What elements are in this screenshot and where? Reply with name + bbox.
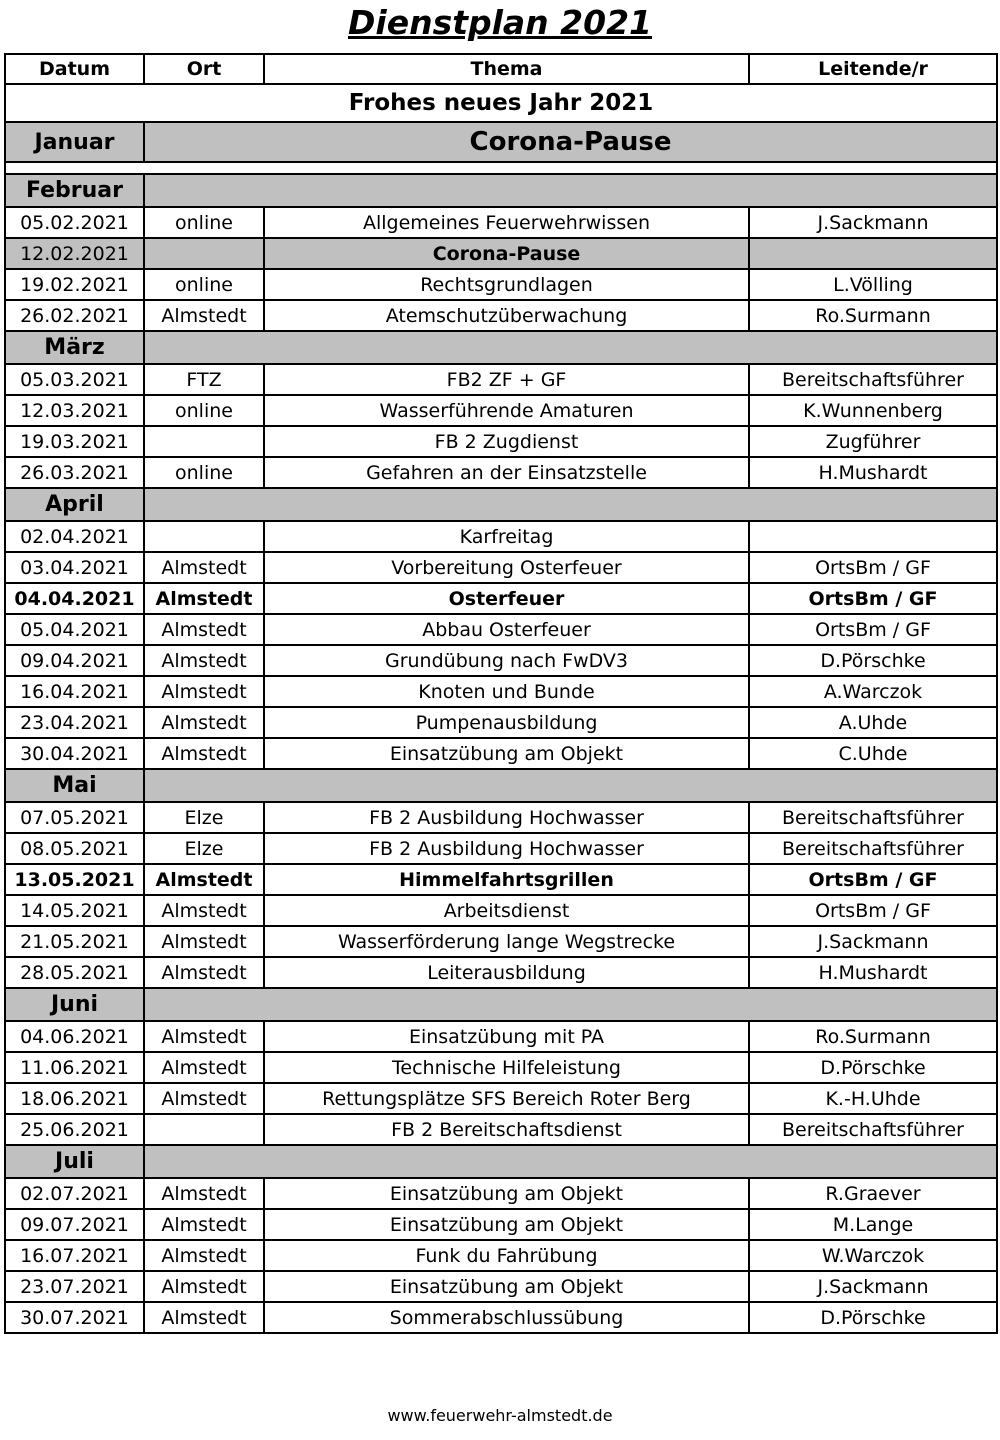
cell-leitende: Bereitschaftsführer: [749, 833, 997, 864]
table-row: [5, 864, 997, 895]
month-label: Juli: [5, 1145, 144, 1178]
cell-ort: Almstedt: [144, 738, 264, 769]
spacer-cell: [5, 162, 997, 174]
new-year-banner: Frohes neues Jahr 2021: [5, 84, 997, 122]
cell-leitende: K.Wunnenberg: [749, 395, 997, 426]
cell-thema: FB2 ZF + GF: [264, 364, 749, 395]
month-label: Januar: [5, 122, 144, 162]
cell-ort: online: [144, 457, 264, 488]
cell-datum: 12.03.2021: [5, 395, 144, 426]
cell-ort: Almstedt: [144, 645, 264, 676]
cell-thema: Leiterausbildung: [264, 957, 749, 988]
cell-leitende: D.Pörschke: [749, 645, 997, 676]
new-year-row: [5, 84, 997, 122]
cell-ort: Almstedt: [144, 1178, 264, 1209]
cell-leitende: OrtsBm / GF: [749, 583, 997, 614]
cell-leitende: OrtsBm / GF: [749, 864, 997, 895]
cell-datum: 02.04.2021: [5, 521, 144, 552]
month-row: [5, 174, 997, 207]
cell-ort: Almstedt: [144, 583, 264, 614]
cell-leitende: Bereitschaftsführer: [749, 802, 997, 833]
cell-datum: 21.05.2021: [5, 926, 144, 957]
cell-ort: Almstedt: [144, 1240, 264, 1271]
cell-datum: 16.04.2021: [5, 676, 144, 707]
cell-ort: Almstedt: [144, 895, 264, 926]
table-row: [5, 426, 997, 457]
month-filler: [144, 769, 997, 802]
column-header-leitende: Leitende/r: [749, 54, 997, 84]
cell-datum: 19.02.2021: [5, 269, 144, 300]
month-filler: [144, 1145, 997, 1178]
cell-ort: Almstedt: [144, 1083, 264, 1114]
table-row: [5, 926, 997, 957]
cell-leitende: OrtsBm / GF: [749, 552, 997, 583]
cell-leitende: R.Graever: [749, 1178, 997, 1209]
cell-ort: Almstedt: [144, 1302, 264, 1333]
cell-leitende: L.Völling: [749, 269, 997, 300]
cell-leitende: Ro.Surmann: [749, 1021, 997, 1052]
cell-ort: Almstedt: [144, 300, 264, 331]
cell-thema: Grundübung nach FwDV3: [264, 645, 749, 676]
month-row: [5, 988, 997, 1021]
cell-datum: 03.04.2021: [5, 552, 144, 583]
table-row: [5, 645, 997, 676]
table-row: [5, 676, 997, 707]
cell-ort: [144, 1114, 264, 1145]
cell-leitende: C.Uhde: [749, 738, 997, 769]
table-row: [5, 583, 997, 614]
cell-datum: 26.03.2021: [5, 457, 144, 488]
cell-leitende: Zugführer: [749, 426, 997, 457]
cell-datum: 28.05.2021: [5, 957, 144, 988]
cell-datum: 11.06.2021: [5, 1052, 144, 1083]
cell-datum: 23.07.2021: [5, 1271, 144, 1302]
cell-leitende: H.Mushardt: [749, 457, 997, 488]
cell-ort: Almstedt: [144, 864, 264, 895]
cell-datum: 14.05.2021: [5, 895, 144, 926]
cell-ort: [144, 238, 264, 269]
table-row: [5, 707, 997, 738]
month-filler: [144, 174, 997, 207]
table-row: [5, 521, 997, 552]
cell-datum: 16.07.2021: [5, 1240, 144, 1271]
table-row: [5, 1209, 997, 1240]
cell-datum: 02.07.2021: [5, 1178, 144, 1209]
table-row: [5, 300, 997, 331]
cell-thema: Abbau Osterfeuer: [264, 614, 749, 645]
cell-thema: Rechtsgrundlagen: [264, 269, 749, 300]
cell-ort: Almstedt: [144, 614, 264, 645]
cell-leitende: Bereitschaftsführer: [749, 364, 997, 395]
cell-thema: Vorbereitung Osterfeuer: [264, 552, 749, 583]
cell-thema: Knoten und Bunde: [264, 676, 749, 707]
table-row: [5, 1240, 997, 1271]
month-row: [5, 769, 997, 802]
cell-ort: Almstedt: [144, 957, 264, 988]
schedule-table: [4, 53, 998, 1334]
cell-thema: Einsatzübung am Objekt: [264, 1209, 749, 1240]
spacer-row: [5, 162, 997, 174]
cell-datum: 09.07.2021: [5, 1209, 144, 1240]
cell-ort: [144, 521, 264, 552]
cell-datum: 04.06.2021: [5, 1021, 144, 1052]
schedule-body: [5, 54, 997, 1333]
cell-thema: Corona-Pause: [264, 238, 749, 269]
cell-datum: 04.04.2021: [5, 583, 144, 614]
cell-thema: Pumpenausbildung: [264, 707, 749, 738]
month-row: [5, 488, 997, 521]
cell-leitende: K.-H.Uhde: [749, 1083, 997, 1114]
cell-datum: 19.03.2021: [5, 426, 144, 457]
cell-leitende: H.Mushardt: [749, 957, 997, 988]
table-row: [5, 895, 997, 926]
footer-url: www.feuerwehr-almstedt.de: [387, 1406, 613, 1425]
table-row: [5, 1021, 997, 1052]
table-row: [5, 1178, 997, 1209]
cell-ort: Almstedt: [144, 1209, 264, 1240]
cell-leitende: W.Warczok: [749, 1240, 997, 1271]
table-row: [5, 1271, 997, 1302]
table-row: [5, 1083, 997, 1114]
month-label: Mai: [5, 769, 144, 802]
month-row: [5, 1145, 997, 1178]
table-row: [5, 1302, 997, 1333]
cell-thema: Einsatzübung am Objekt: [264, 1178, 749, 1209]
cell-thema: Allgemeines Feuerwehrwissen: [264, 207, 749, 238]
cell-thema: Arbeitsdienst: [264, 895, 749, 926]
month-label: März: [5, 331, 144, 364]
cell-thema: Wasserführende Amaturen: [264, 395, 749, 426]
cell-leitende: A.Uhde: [749, 707, 997, 738]
cell-thema: FB 2 Zugdienst: [264, 426, 749, 457]
cell-datum: 30.04.2021: [5, 738, 144, 769]
cell-ort: Elze: [144, 802, 264, 833]
cell-ort: Almstedt: [144, 676, 264, 707]
table-row: [5, 802, 997, 833]
month-filler: [144, 988, 997, 1021]
cell-ort: [144, 426, 264, 457]
cell-datum: 18.06.2021: [5, 1083, 144, 1114]
cell-thema: Rettungsplätze SFS Bereich Roter Berg: [264, 1083, 749, 1114]
month-filler: [144, 488, 997, 521]
cell-datum: 30.07.2021: [5, 1302, 144, 1333]
cell-thema: Osterfeuer: [264, 583, 749, 614]
header-row: [5, 54, 997, 84]
cell-thema: Einsatzübung am Objekt: [264, 738, 749, 769]
cell-leitende: [749, 238, 997, 269]
cell-ort: Almstedt: [144, 1271, 264, 1302]
cell-ort: FTZ: [144, 364, 264, 395]
month-row-januar: [5, 122, 997, 162]
table-row: [5, 364, 997, 395]
cell-datum: 09.04.2021: [5, 645, 144, 676]
month-label: Juni: [5, 988, 144, 1021]
cell-thema: FB 2 Bereitschaftsdienst: [264, 1114, 749, 1145]
cell-datum: 25.06.2021: [5, 1114, 144, 1145]
cell-ort: Almstedt: [144, 1052, 264, 1083]
table-row: [5, 1114, 997, 1145]
cell-ort: online: [144, 207, 264, 238]
cell-leitende: D.Pörschke: [749, 1302, 997, 1333]
cell-datum: 26.02.2021: [5, 300, 144, 331]
month-filler: [144, 331, 997, 364]
cell-datum: 05.03.2021: [5, 364, 144, 395]
cell-leitende: [749, 521, 997, 552]
cell-datum: 12.02.2021: [5, 238, 144, 269]
cell-thema: Gefahren an der Einsatzstelle: [264, 457, 749, 488]
cell-leitende: M.Lange: [749, 1209, 997, 1240]
cell-thema: Funk du Fahrübung: [264, 1240, 749, 1271]
cell-leitende: A.Warczok: [749, 676, 997, 707]
table-row: [5, 457, 997, 488]
table-row: [5, 957, 997, 988]
column-header-thema: Thema: [264, 54, 749, 84]
cell-leitende: Bereitschaftsführer: [749, 1114, 997, 1145]
cell-leitende: J.Sackmann: [749, 926, 997, 957]
column-header-datum: Datum: [5, 54, 144, 84]
cell-thema: Atemschutzüberwachung: [264, 300, 749, 331]
cell-datum: 07.05.2021: [5, 802, 144, 833]
table-row: [5, 238, 997, 269]
cell-thema: Einsatzübung mit PA: [264, 1021, 749, 1052]
table-row: [5, 269, 997, 300]
table-row: [5, 1052, 997, 1083]
cell-ort: Almstedt: [144, 707, 264, 738]
table-row: [5, 552, 997, 583]
cell-datum: 05.02.2021: [5, 207, 144, 238]
cell-datum: 13.05.2021: [5, 864, 144, 895]
column-header-ort: Ort: [144, 54, 264, 84]
cell-thema: Himmelfahrtsgrillen: [264, 864, 749, 895]
cell-thema: FB 2 Ausbildung Hochwasser: [264, 802, 749, 833]
cell-leitende: J.Sackmann: [749, 207, 997, 238]
cell-ort: Almstedt: [144, 926, 264, 957]
cell-ort: Almstedt: [144, 1021, 264, 1052]
cell-datum: 08.05.2021: [5, 833, 144, 864]
month-note: Corona-Pause: [144, 122, 997, 162]
cell-datum: 23.04.2021: [5, 707, 144, 738]
table-row: [5, 207, 997, 238]
cell-ort: Almstedt: [144, 552, 264, 583]
cell-thema: FB 2 Ausbildung Hochwasser: [264, 833, 749, 864]
page-title: Dienstplan 2021: [347, 3, 653, 42]
table-row: [5, 738, 997, 769]
cell-thema: Einsatzübung am Objekt: [264, 1271, 749, 1302]
table-row: [5, 614, 997, 645]
month-label: April: [5, 488, 144, 521]
cell-leitende: OrtsBm / GF: [749, 895, 997, 926]
cell-ort: online: [144, 269, 264, 300]
cell-ort: Elze: [144, 833, 264, 864]
cell-leitende: J.Sackmann: [749, 1271, 997, 1302]
cell-thema: Karfreitag: [264, 521, 749, 552]
month-label: Februar: [5, 174, 144, 207]
month-row: [5, 331, 997, 364]
cell-leitende: OrtsBm / GF: [749, 614, 997, 645]
cell-thema: Wasserförderung lange Wegstrecke: [264, 926, 749, 957]
cell-leitende: D.Pörschke: [749, 1052, 997, 1083]
cell-leitende: Ro.Surmann: [749, 300, 997, 331]
table-row: [5, 833, 997, 864]
cell-ort: online: [144, 395, 264, 426]
cell-thema: Technische Hilfeleistung: [264, 1052, 749, 1083]
cell-thema: Sommerabschlussübung: [264, 1302, 749, 1333]
table-row: [5, 395, 997, 426]
cell-datum: 05.04.2021: [5, 614, 144, 645]
